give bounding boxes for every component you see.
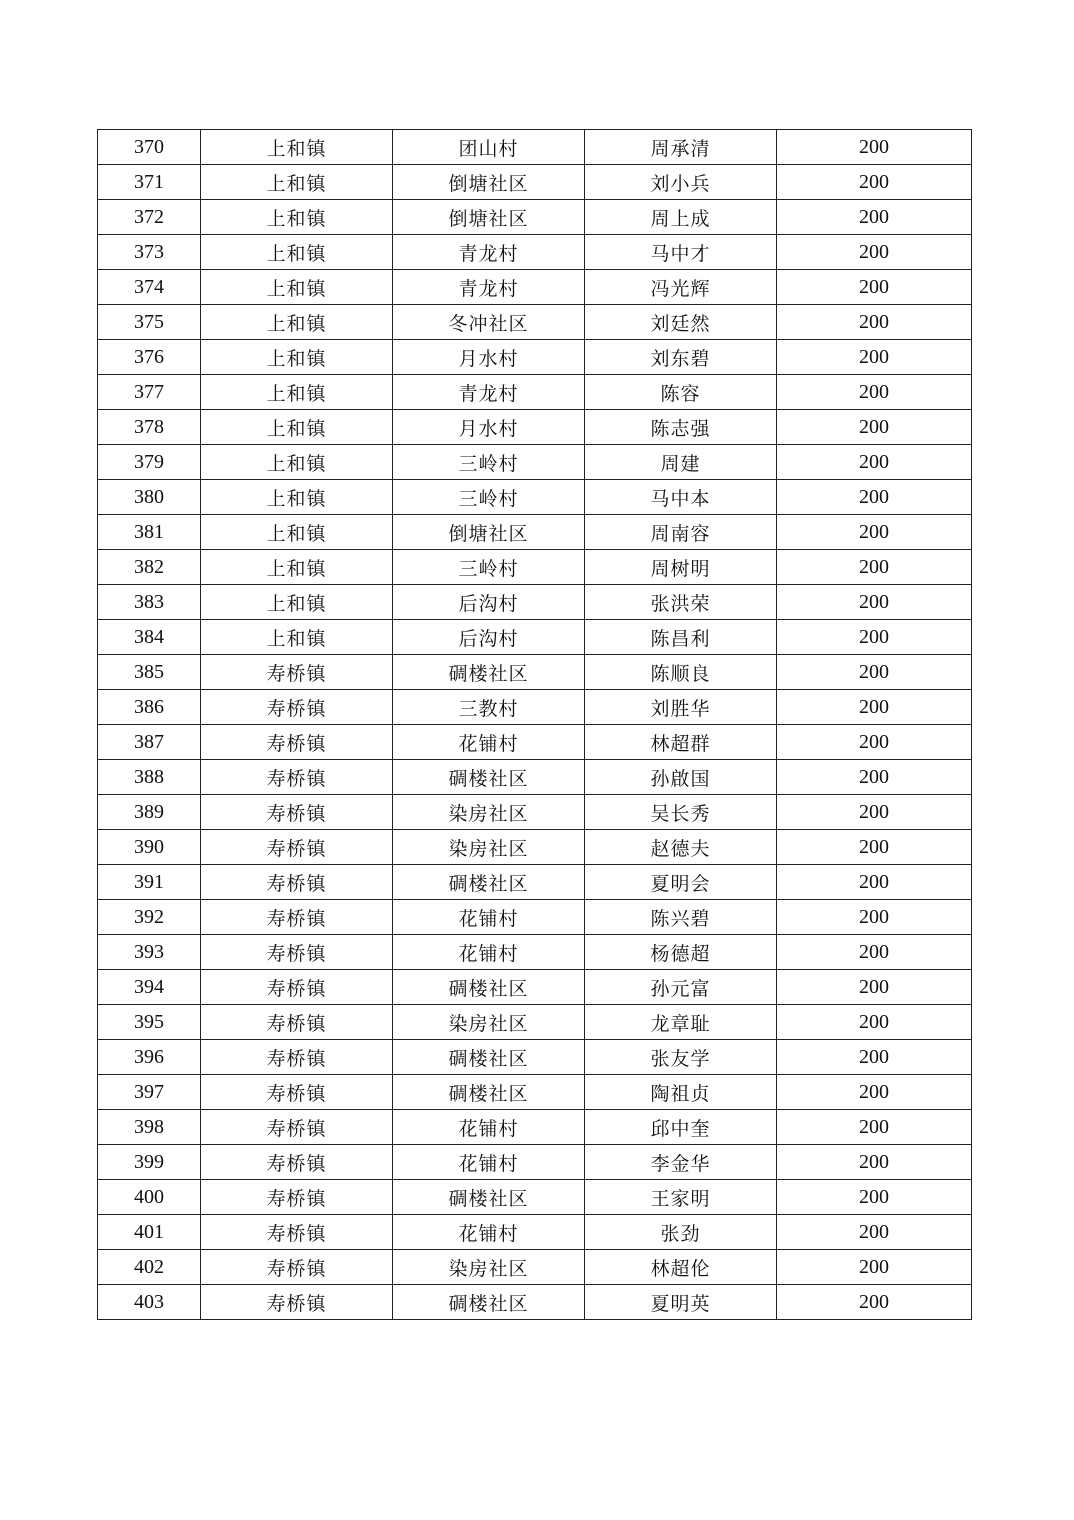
cell-amount: 200 [777,200,972,235]
cell-town: 寿桥镇 [201,1075,393,1110]
cell-village: 碉楼社区 [393,655,585,690]
cell-serial-number: 403 [98,1285,201,1320]
cell-person-name: 马中才 [585,235,777,270]
cell-person-name: 张洪荣 [585,585,777,620]
cell-town: 寿桥镇 [201,1250,393,1285]
cell-village: 碉楼社区 [393,1180,585,1215]
cell-town: 寿桥镇 [201,830,393,865]
cell-serial-number: 382 [98,550,201,585]
cell-village: 三岭村 [393,550,585,585]
table-row [98,1145,972,1180]
cell-village: 三岭村 [393,480,585,515]
table-row [98,270,972,305]
cell-amount: 200 [777,270,972,305]
cell-person-name: 周树明 [585,550,777,585]
cell-person-name: 夏明会 [585,865,777,900]
cell-village: 染房社区 [393,1005,585,1040]
cell-town: 寿桥镇 [201,655,393,690]
cell-amount: 200 [777,130,972,165]
cell-serial-number: 395 [98,1005,201,1040]
subsidy-table [97,129,972,1320]
cell-amount: 200 [777,375,972,410]
cell-town: 上和镇 [201,340,393,375]
table-row [98,480,972,515]
cell-person-name: 杨德超 [585,935,777,970]
cell-amount: 200 [777,865,972,900]
cell-serial-number: 371 [98,165,201,200]
cell-serial-number: 392 [98,900,201,935]
cell-village: 青龙村 [393,270,585,305]
table-row [98,1075,972,1110]
cell-amount: 200 [777,1145,972,1180]
cell-serial-number: 398 [98,1110,201,1145]
table-body [98,130,972,1320]
cell-village: 碉楼社区 [393,970,585,1005]
cell-serial-number: 402 [98,1250,201,1285]
cell-village: 青龙村 [393,235,585,270]
cell-person-name: 陈兴碧 [585,900,777,935]
table-row [98,655,972,690]
table-row [98,690,972,725]
cell-amount: 200 [777,935,972,970]
cell-village: 碉楼社区 [393,1075,585,1110]
cell-person-name: 刘胜华 [585,690,777,725]
cell-person-name: 张劲 [585,1215,777,1250]
cell-serial-number: 396 [98,1040,201,1075]
cell-town: 寿桥镇 [201,970,393,1005]
cell-village: 后沟村 [393,620,585,655]
table-row [98,1180,972,1215]
table-row [98,795,972,830]
cell-town: 寿桥镇 [201,1040,393,1075]
cell-amount: 200 [777,830,972,865]
cell-person-name: 刘东碧 [585,340,777,375]
cell-person-name: 冯光辉 [585,270,777,305]
cell-town: 寿桥镇 [201,865,393,900]
cell-person-name: 林超伦 [585,1250,777,1285]
cell-serial-number: 383 [98,585,201,620]
cell-amount: 200 [777,655,972,690]
cell-town: 寿桥镇 [201,1145,393,1180]
cell-serial-number: 387 [98,725,201,760]
cell-village: 碉楼社区 [393,1285,585,1320]
table-row [98,550,972,585]
cell-serial-number: 385 [98,655,201,690]
cell-person-name: 周上成 [585,200,777,235]
table-row [98,445,972,480]
cell-amount: 200 [777,1075,972,1110]
cell-amount: 200 [777,165,972,200]
cell-village: 倒塘社区 [393,165,585,200]
cell-amount: 200 [777,690,972,725]
cell-amount: 200 [777,1040,972,1075]
cell-town: 上和镇 [201,130,393,165]
cell-town: 寿桥镇 [201,795,393,830]
cell-serial-number: 386 [98,690,201,725]
cell-person-name: 马中本 [585,480,777,515]
table-row [98,1110,972,1145]
cell-person-name: 刘小兵 [585,165,777,200]
table-row [98,130,972,165]
table-row [98,305,972,340]
cell-village: 月水村 [393,410,585,445]
cell-amount: 200 [777,235,972,270]
cell-person-name: 李金华 [585,1145,777,1180]
cell-town: 寿桥镇 [201,690,393,725]
cell-village: 花铺村 [393,900,585,935]
table-row [98,585,972,620]
cell-serial-number: 376 [98,340,201,375]
cell-serial-number: 400 [98,1180,201,1215]
cell-person-name: 陈志强 [585,410,777,445]
cell-person-name: 王家明 [585,1180,777,1215]
cell-town: 上和镇 [201,550,393,585]
cell-amount: 200 [777,1110,972,1145]
cell-serial-number: 381 [98,515,201,550]
cell-person-name: 林超群 [585,725,777,760]
cell-town: 寿桥镇 [201,725,393,760]
cell-serial-number: 388 [98,760,201,795]
cell-serial-number: 391 [98,865,201,900]
cell-amount: 200 [777,1215,972,1250]
cell-town: 上和镇 [201,235,393,270]
cell-village: 花铺村 [393,725,585,760]
cell-person-name: 周建 [585,445,777,480]
cell-serial-number: 375 [98,305,201,340]
cell-village: 冬冲社区 [393,305,585,340]
cell-person-name: 张友学 [585,1040,777,1075]
table-row [98,830,972,865]
cell-person-name: 赵德夫 [585,830,777,865]
cell-serial-number: 378 [98,410,201,445]
cell-person-name: 周承清 [585,130,777,165]
table-row [98,1215,972,1250]
cell-village: 碉楼社区 [393,760,585,795]
cell-serial-number: 370 [98,130,201,165]
table-row [98,725,972,760]
table-row [98,1250,972,1285]
cell-person-name: 陈顺良 [585,655,777,690]
cell-village: 染房社区 [393,795,585,830]
cell-serial-number: 390 [98,830,201,865]
cell-serial-number: 374 [98,270,201,305]
cell-town: 上和镇 [201,445,393,480]
cell-person-name: 周南容 [585,515,777,550]
cell-town: 寿桥镇 [201,935,393,970]
cell-town: 上和镇 [201,585,393,620]
cell-person-name: 龙章耻 [585,1005,777,1040]
cell-amount: 200 [777,445,972,480]
cell-village: 后沟村 [393,585,585,620]
cell-serial-number: 389 [98,795,201,830]
cell-village: 三教村 [393,690,585,725]
table-row [98,200,972,235]
cell-village: 碉楼社区 [393,865,585,900]
cell-person-name: 陈昌利 [585,620,777,655]
cell-village: 染房社区 [393,830,585,865]
cell-amount: 200 [777,340,972,375]
cell-serial-number: 373 [98,235,201,270]
cell-amount: 200 [777,900,972,935]
cell-serial-number: 399 [98,1145,201,1180]
cell-village: 倒塘社区 [393,200,585,235]
table-row [98,970,972,1005]
table-row [98,165,972,200]
cell-serial-number: 393 [98,935,201,970]
cell-person-name: 陈容 [585,375,777,410]
cell-town: 上和镇 [201,410,393,445]
cell-town: 上和镇 [201,305,393,340]
cell-town: 上和镇 [201,165,393,200]
cell-village: 染房社区 [393,1250,585,1285]
table-row [98,1005,972,1040]
table-row [98,340,972,375]
table-row [98,900,972,935]
table-row [98,375,972,410]
cell-village: 花铺村 [393,1215,585,1250]
cell-town: 寿桥镇 [201,900,393,935]
cell-serial-number: 397 [98,1075,201,1110]
cell-serial-number: 384 [98,620,201,655]
cell-village: 青龙村 [393,375,585,410]
cell-village: 团山村 [393,130,585,165]
cell-amount: 200 [777,585,972,620]
cell-town: 上和镇 [201,270,393,305]
table-row [98,865,972,900]
table-row [98,620,972,655]
cell-village: 月水村 [393,340,585,375]
cell-person-name: 夏明英 [585,1285,777,1320]
table-row [98,935,972,970]
cell-town: 寿桥镇 [201,760,393,795]
cell-village: 碉楼社区 [393,1040,585,1075]
cell-person-name: 邱中奎 [585,1110,777,1145]
cell-serial-number: 377 [98,375,201,410]
cell-amount: 200 [777,480,972,515]
cell-serial-number: 394 [98,970,201,1005]
cell-town: 寿桥镇 [201,1180,393,1215]
cell-amount: 200 [777,1180,972,1215]
cell-amount: 200 [777,1005,972,1040]
cell-amount: 200 [777,795,972,830]
cell-amount: 200 [777,550,972,585]
cell-amount: 200 [777,305,972,340]
cell-amount: 200 [777,1285,972,1320]
table-row [98,1285,972,1320]
cell-amount: 200 [777,1250,972,1285]
cell-village: 花铺村 [393,1145,585,1180]
cell-amount: 200 [777,410,972,445]
cell-village: 花铺村 [393,935,585,970]
cell-amount: 200 [777,725,972,760]
cell-town: 上和镇 [201,480,393,515]
cell-amount: 200 [777,970,972,1005]
table-row [98,235,972,270]
cell-person-name: 刘廷然 [585,305,777,340]
cell-amount: 200 [777,515,972,550]
cell-person-name: 陶祖贞 [585,1075,777,1110]
table-row [98,760,972,795]
cell-town: 上和镇 [201,620,393,655]
cell-town: 寿桥镇 [201,1285,393,1320]
cell-amount: 200 [777,760,972,795]
cell-town: 寿桥镇 [201,1005,393,1040]
cell-person-name: 吴长秀 [585,795,777,830]
cell-town: 上和镇 [201,515,393,550]
table-row [98,410,972,445]
cell-village: 三岭村 [393,445,585,480]
cell-person-name: 孙元富 [585,970,777,1005]
cell-person-name: 孙啟国 [585,760,777,795]
cell-serial-number: 380 [98,480,201,515]
cell-town: 上和镇 [201,375,393,410]
cell-amount: 200 [777,620,972,655]
table-row [98,1040,972,1075]
cell-serial-number: 379 [98,445,201,480]
cell-village: 花铺村 [393,1110,585,1145]
cell-town: 寿桥镇 [201,1215,393,1250]
cell-town: 寿桥镇 [201,1110,393,1145]
table-row [98,515,972,550]
cell-village: 倒塘社区 [393,515,585,550]
cell-serial-number: 372 [98,200,201,235]
cell-serial-number: 401 [98,1215,201,1250]
cell-town: 上和镇 [201,200,393,235]
